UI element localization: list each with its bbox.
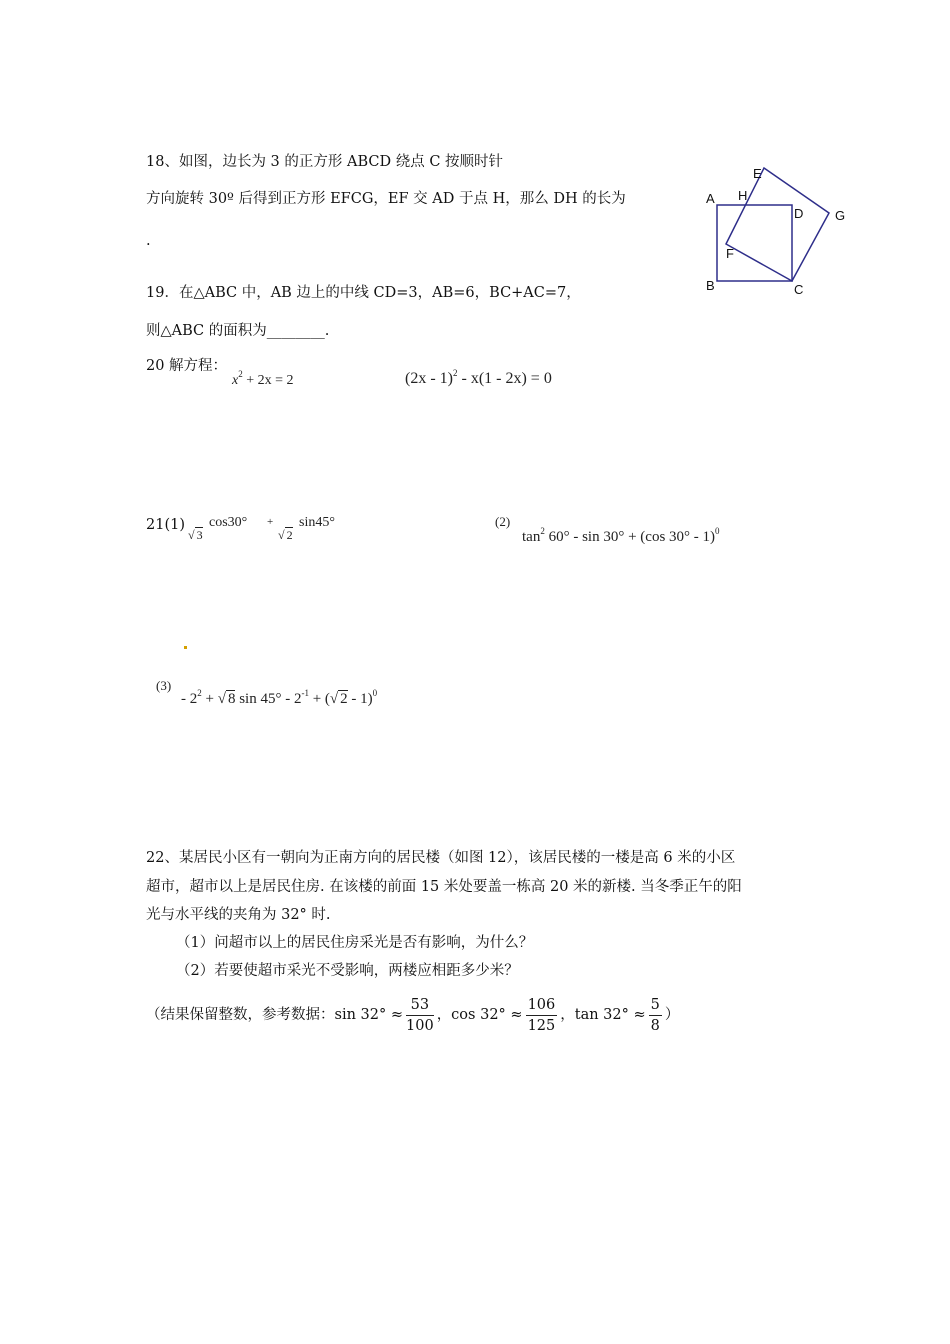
q21-3-c: sin 45° - 2 [235, 691, 302, 707]
q18-line-3: . [146, 233, 151, 249]
label-a: A [706, 191, 715, 206]
label-d: D [794, 206, 804, 221]
q21-3-expm1: -1 [301, 688, 309, 698]
q21-1-sqrt2: √ 2 [278, 528, 293, 542]
q22-sin-num: 53 [406, 995, 434, 1016]
q22-sin-den: 100 [406, 1017, 434, 1034]
q22-sin-fraction [406, 995, 434, 1036]
q21-1-plus: + [267, 516, 274, 528]
q22-cos-den: 125 [527, 1017, 556, 1034]
q18-line-1: 18、如图，边长为 3 的正方形 ABCD 绕点 C 按顺时针 [146, 154, 504, 170]
label-h: H [738, 188, 748, 203]
q22-ref-tan: ，tan 32° ≈ [560, 1007, 646, 1023]
label-e: E [753, 166, 762, 181]
q21-3-e: - 1) [347, 691, 373, 707]
q21-3-expression: - $2^2$ + √ 8 $\sin 45^\circ - 2^{-1}$ + (√ 2 - 1)$^0$ [181, 688, 378, 707]
q18-line-2: 方向旋转 30º 后得到正方形 EFCG，EF 交 AD 于点 H，那么 DH 的长为 [146, 191, 626, 207]
q20-equation-2 [405, 368, 552, 388]
q20-eq1-rest: + 2x = 2 [242, 373, 294, 388]
q22-ref-suffix: ） [664, 1007, 680, 1023]
q22-sub-1: （1）问超市以上的居民住房采光是否有影响，为什么？ [176, 935, 534, 951]
q22-sub-2: （2）若要使超市采光不受影响，两楼应相距多少米？ [176, 963, 519, 979]
q21-3-r2: 2 [340, 691, 348, 707]
q20-eq2-exp: 2 [452, 368, 458, 378]
q22-tan-den: 8 [650, 1017, 660, 1034]
q22-cos-fraction [526, 995, 558, 1036]
q19-line-1: 19．在△ABC 中，AB 边上的中线 CD=3，AB=6，BC+AC=7， [146, 285, 581, 301]
q21-1-r2: 2 [286, 528, 293, 542]
q22-ref-cos: ，cos 32° ≈ [436, 1007, 523, 1023]
square-efcg [726, 168, 829, 281]
q20-equation-1 [232, 369, 294, 389]
q19-line-2: 则△ABC 的面积为________. [146, 323, 330, 339]
q21-2-tan: tan [522, 529, 541, 545]
q21-1-r3: 3 [196, 528, 203, 542]
q21-2-label: (2) [495, 514, 511, 529]
square-abcd [717, 205, 792, 281]
rotated-square-figure [700, 160, 860, 300]
q21-3-b: + [201, 691, 218, 707]
q22-cos-num: 106 [526, 995, 558, 1016]
q21-3-exp2: 2 [197, 688, 202, 698]
q22-line-2: 超市，超市以上是居民住房. 在该楼的前面 15 米处要盖一栋高 20 米的新楼. 当冬季正午的阳 [146, 879, 742, 895]
q22-ref-prefix: （结果保留整数，参考数据：sin 32° ≈ [146, 1007, 403, 1023]
q21-1-cos: cos30° [209, 515, 248, 530]
q22-line-3: 光与水平线的夹角为 32° 时. [146, 907, 331, 923]
q21-3-a: - 2 [181, 691, 198, 707]
q21-1-sqrt3: √ 3 [188, 528, 203, 542]
q21-3-label: (3) [156, 678, 172, 693]
q20-eq1-x: x [232, 373, 239, 388]
stray-dot [184, 646, 187, 649]
q21-1-label: 21(1) [146, 517, 185, 533]
q22-tan-num: 5 [649, 995, 662, 1016]
q21-3-exp0: 0 [372, 688, 378, 698]
q21-1-sin: sin45° [299, 515, 335, 530]
q20-eq2-left: (2x - 1) [405, 370, 453, 387]
q22-reference-data [146, 993, 679, 1037]
q22-line-1: 22、某居民小区有一朝向为正南方向的居民楼（如图 12），该居民楼的一楼是高 6 米的小区 [146, 850, 736, 866]
q20-label: 20 解方程： [146, 358, 228, 374]
label-c: C [794, 282, 804, 297]
q20-eq2-rest: - x(1 - 2x) = 0 [457, 370, 552, 387]
label-g: G [835, 208, 846, 223]
q21-2-exp2: 2 [540, 526, 545, 536]
q22-tan-fraction [649, 995, 662, 1036]
q21-3-r8: 8 [227, 691, 236, 707]
label-f: F [726, 246, 734, 261]
q21-2-expression [522, 526, 720, 546]
q20-eq1-exp: 2 [238, 369, 243, 379]
q21-2-exp0: 0 [715, 526, 720, 536]
q21-2-rest: 60° - sin 30° + (cos 30° - 1) [544, 529, 716, 545]
label-b: B [706, 278, 715, 293]
q21-3-d: + ( [308, 691, 330, 707]
